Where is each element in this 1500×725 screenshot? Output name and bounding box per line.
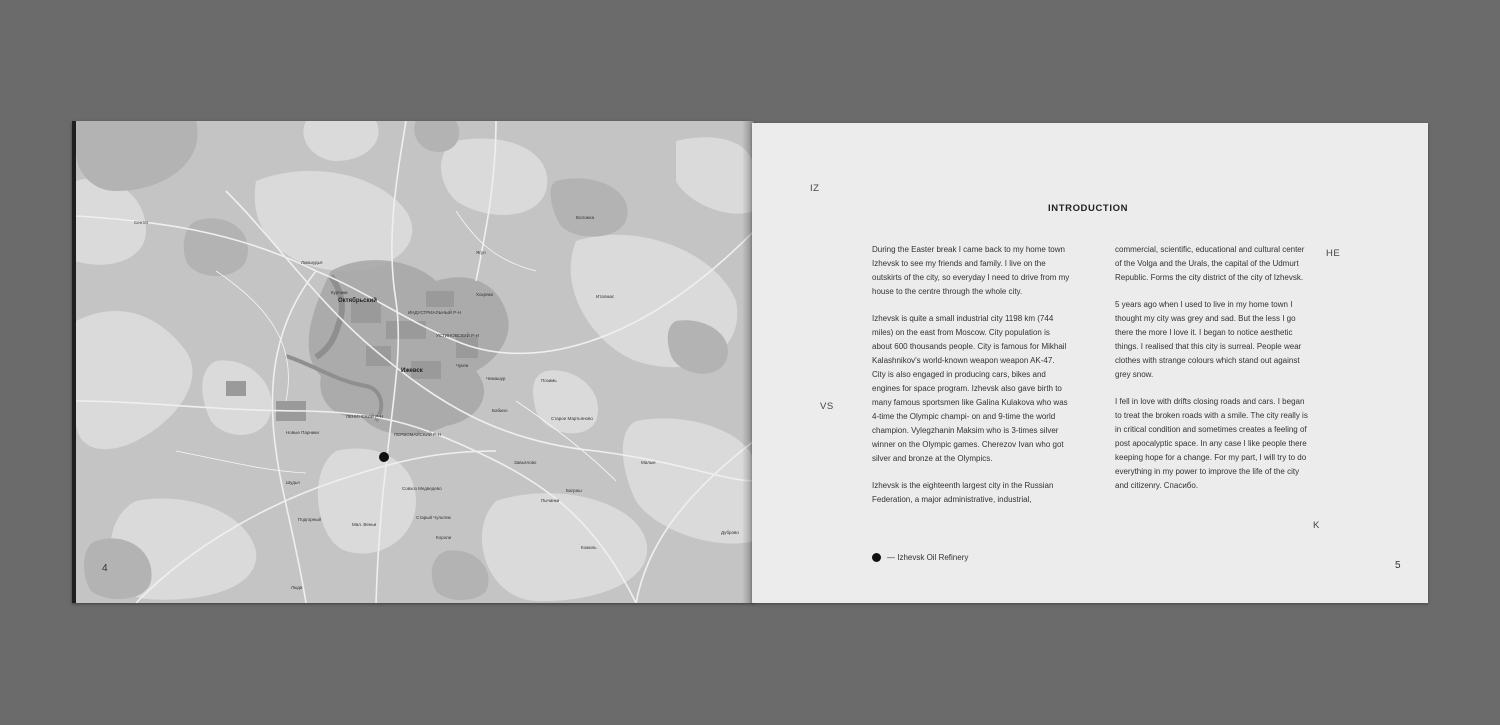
text-column-2 <box>1115 243 1313 506</box>
legend-label: — Izhevsk Oil Refinery <box>887 553 969 562</box>
map-legend <box>872 553 968 562</box>
paragraph: Izhevsk is quite a small industrial city 1198 km (744 miles) on the east from Moscow. City population is about 600 thousands people. City is famous for Mikhail Kalashnikov's world-known weapon weapon AK-47. City is also engaged in producing cars, bikes and engines for space program. Izhevsk also gave birth to many famous sportsmen like Galina Kulakova who was 4-time the Olympic champi- on and 9-time the world champion. Vylegzhanin Maksim who is 3-times silver winner on the Olympic games. Cherezov Ivan who got silver and bronze at the Olympics. <box>872 314 1068 463</box>
map-page <box>72 121 754 603</box>
page-number-left: 4 <box>102 563 108 574</box>
legend-dot-icon <box>872 553 881 562</box>
paragraph: During the Easter break I came back to my home town Izhevsk to see my friends and family. I live on the outskirts of the city, so everyday I need to drive from my house to the centre through the whole city. <box>872 245 1070 296</box>
map-label: УСТИНОВСКИЙ Р-Н <box>436 333 479 338</box>
side-letter-he: HE <box>1326 248 1341 259</box>
side-letter-k: K <box>1313 520 1320 531</box>
map-label: Ижевск <box>401 368 423 374</box>
map-label: Сентег <box>134 220 149 225</box>
map-label: Курчаки <box>331 290 348 295</box>
side-letter-vs: VS <box>820 401 834 412</box>
map-label: Завьялово <box>514 460 537 465</box>
map-label: Дуброво <box>721 530 739 535</box>
map-label: Бабино <box>492 408 508 413</box>
page-title: INTRODUCTION <box>1048 203 1129 214</box>
map-label: Мал. Веньи <box>352 522 377 527</box>
map-label: Баграш <box>566 488 582 493</box>
map-label: Пычанки <box>541 498 560 503</box>
side-letter-iz: IZ <box>810 183 820 194</box>
map-label: Чукеи <box>456 363 469 368</box>
page-number-right: 5 <box>1395 560 1401 571</box>
map-label: Чемашур <box>486 376 506 381</box>
paragraph: 5 years ago when I used to live in my home town I thought my city was grey and sad. But the less I go there the more I love it. I began to notice aesthetic things. I realised that this city is surreal. People wear clothes with strange colours which stand out against grey snow. <box>1115 300 1302 379</box>
paragraph: Izhevsk is the eighteenth largest city in the Russian Federation, a major administrative, industrial, <box>872 481 1054 504</box>
text-page <box>752 123 1428 603</box>
oil-refinery-marker <box>379 452 389 462</box>
text-column-1 <box>872 243 1070 520</box>
map-label: Италмас <box>596 294 615 299</box>
map-label: Новые Парники <box>286 430 319 435</box>
map-label: ИНДУСТРИАЛЬНЫЙ Р-Н <box>408 310 462 315</box>
map-label: Воложка <box>576 215 595 220</box>
paragraph: commercial, scientific, educational and cultural center of the Volga and the Urals, the capital of the Udmurt Republic. Forms the city district of the city of Izhevsk. <box>1115 245 1305 282</box>
map-label: Подгорный <box>298 517 322 522</box>
map-label: Октябрьский <box>338 298 377 304</box>
map-label: ЛЕНИНСКИЙ Р-Н <box>346 414 384 419</box>
map-label: Люди <box>291 585 303 590</box>
map-label: Шудья <box>286 480 300 485</box>
city-map <box>76 121 754 603</box>
map-label: Короли <box>436 535 452 540</box>
map-label: ПЕРВОМАЙСКИЙ Р-Н <box>394 432 441 437</box>
map-label: Старый Чультем <box>416 515 451 520</box>
map-label: Люкшудья <box>301 260 323 265</box>
map-label: Малые <box>641 460 656 465</box>
map-label: Ягул <box>476 250 486 255</box>
map-label: Хохряки <box>476 292 494 297</box>
paragraph: I fell in love with drifts closing roads and cars. I began to treat the broken roads with a smile. The city really is in critical condition and sometimes creates a feeling of post apocalyptic space. In any case I like people there keeping hope for a change. For my part, I will try to do everything in my power to improve the life of the city and citizenry. Спасибо. <box>1115 397 1308 490</box>
map-label: Кожиль <box>581 545 597 550</box>
map-label: Старое Мартьяново <box>551 416 593 421</box>
open-booklet <box>72 119 1430 604</box>
map-label: Позимь <box>541 378 557 383</box>
map-label: Совхоз Медведево <box>402 486 442 491</box>
